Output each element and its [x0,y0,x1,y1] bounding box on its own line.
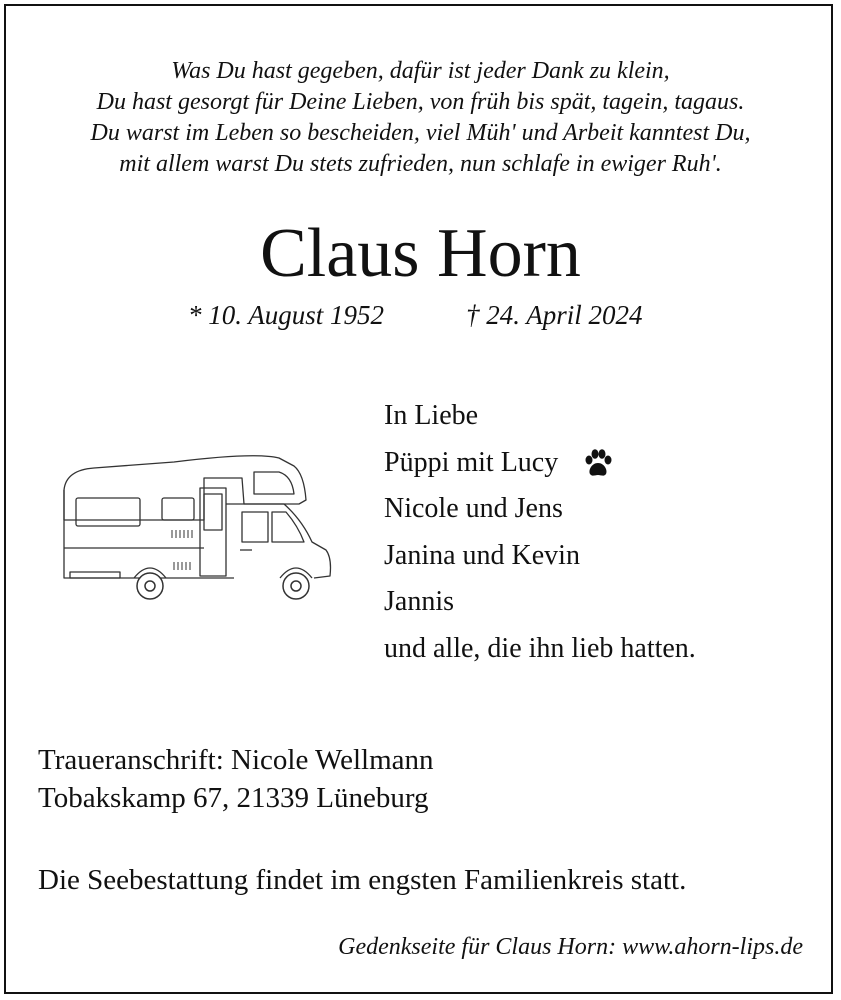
mourning-address [38,741,434,817]
mourner-line: Püppi mit Lucy [384,440,696,487]
mourner-line: Janina und Kevin [384,539,580,571]
camper-van-illustration [54,450,339,610]
memorial-website: Gedenkseite für Claus Horn: www.ahorn-lips.de [338,934,803,960]
poem-line: mit allem warst Du stets zufrieden, nun schlafe in ewiger Ruh'. [119,151,722,177]
poem-line: Du warst im Leben so bescheiden, viel Müh' und Arbeit kanntest Du, [90,120,751,146]
paw-print-icon [584,448,612,480]
mourner-line: und alle, die ihn lieb hatten. [384,632,696,664]
mourner-line: Nicole und Jens [384,493,563,524]
mourner-line: In Liebe [384,400,479,431]
birth-date: * 10. August 1952 [188,300,385,330]
poem-line: Du hast gesorgt für Deine Lieben, von früh bis spät, tagein, tagaus. [96,89,745,115]
deceased-name: Claus Horn [260,215,581,292]
memorial-poem [0,56,841,180]
address-line: Tobakskamp 67, 21339 Lüneburg [38,782,429,814]
address-line: Traueranschrift: Nicole Wellmann [38,744,434,776]
mourner-line: Jannis [384,586,454,617]
poem-line: Was Du hast gegeben, dafür ist jeder Dank zu klein, [171,58,670,84]
burial-note: Die Seebestattung findet im engsten Familienkreis statt. [38,864,687,896]
death-date: † 24. April 2024 [466,300,643,330]
mourners-list [384,393,696,672]
